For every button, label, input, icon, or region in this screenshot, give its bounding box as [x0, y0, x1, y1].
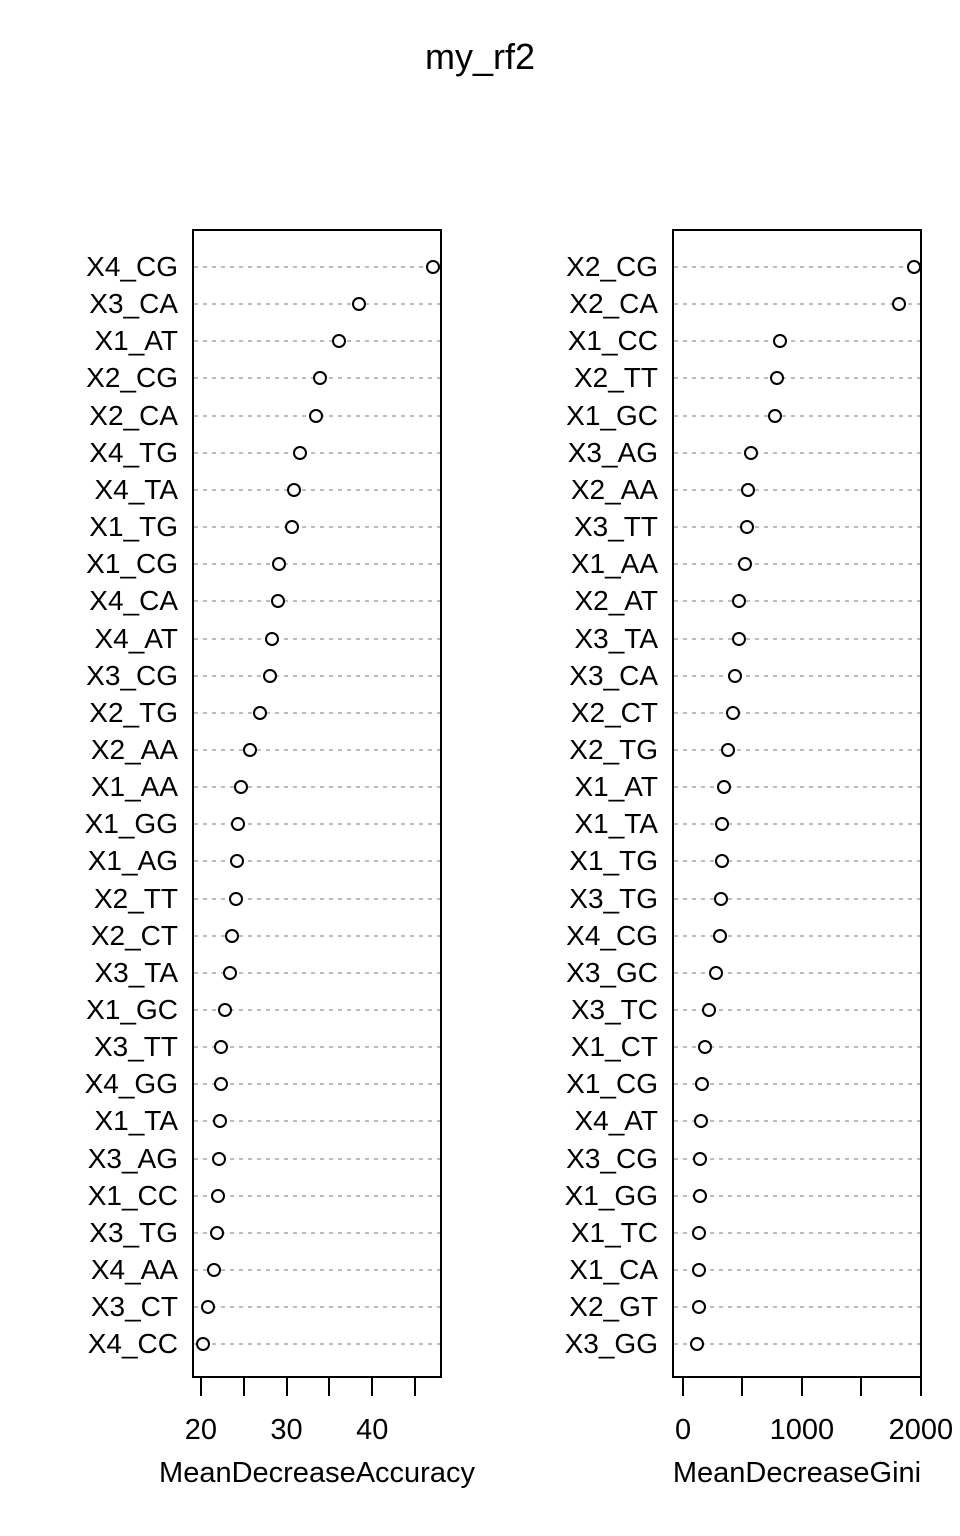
grid-line [674, 1083, 920, 1085]
data-point-circle [692, 1300, 706, 1314]
data-point-circle [709, 966, 723, 980]
grid-line [674, 1120, 920, 1122]
category-label: X2_CA [89, 399, 178, 431]
category-label: X4_TA [94, 473, 178, 505]
x-tick-label: 1000 [769, 1414, 835, 1446]
grid-line [674, 1195, 920, 1197]
data-point-circle [243, 743, 257, 757]
grid-line [194, 1343, 440, 1345]
x-axis-title: MeanDecreaseAccuracy [159, 1457, 475, 1489]
grid-line [674, 786, 920, 788]
data-point-circle [713, 929, 727, 943]
category-label: X2_CG [566, 251, 658, 282]
data-point-circle [702, 1003, 716, 1017]
data-point-circle [732, 594, 746, 608]
data-point-circle [207, 1263, 221, 1277]
data-point-circle [211, 1189, 225, 1203]
x-tick [920, 1378, 922, 1396]
x-axis-title: MeanDecreaseGini [672, 1457, 922, 1489]
data-point-circle [272, 557, 286, 571]
x-tick [860, 1378, 862, 1396]
data-point-circle [225, 929, 239, 943]
category-label: X2_TT [573, 362, 658, 394]
category-label: X3_CA [89, 288, 178, 320]
category-label: X2_CT [90, 919, 178, 951]
data-point-circle [907, 260, 921, 274]
grid-line [674, 935, 920, 937]
data-point-circle [692, 1226, 706, 1240]
category-label: X3_GC [566, 956, 658, 988]
grid-line [194, 786, 440, 788]
data-point-circle [693, 1189, 707, 1203]
x-tick-label: 20 [184, 1414, 217, 1446]
category-label: X4_AT [574, 1105, 658, 1137]
x-tick-label: 2000 [888, 1414, 954, 1446]
data-point-circle [695, 1077, 709, 1091]
data-point-circle [213, 1114, 227, 1128]
category-label: X1_AG [87, 845, 178, 877]
grid-line [674, 749, 920, 751]
category-label: X3_CT [90, 1291, 178, 1323]
x-tick [328, 1378, 330, 1396]
category-label: X3_CA [569, 659, 658, 691]
x-tick [414, 1378, 416, 1396]
grid-line [674, 823, 920, 825]
category-label: X4_AA [90, 1254, 178, 1286]
data-point-circle [196, 1337, 210, 1351]
data-point-circle [309, 409, 323, 423]
grid-line [194, 1306, 440, 1308]
data-point-circle [223, 966, 237, 980]
data-point-circle [214, 1040, 228, 1054]
data-point-circle [726, 706, 740, 720]
category-label: X1_GG [84, 808, 178, 840]
grid-line [674, 303, 920, 305]
category-label: X1_GC [86, 994, 178, 1025]
grid-line [674, 638, 920, 640]
category-label: X1_TG [569, 845, 658, 877]
panel-gini [480, 0, 960, 1536]
category-label: X1_CT [570, 1031, 658, 1063]
grid-line [194, 563, 440, 565]
data-point-circle [426, 260, 440, 274]
data-point-circle [285, 520, 299, 534]
grid-line [674, 1306, 920, 1308]
grid-line [194, 489, 440, 491]
grid-line [194, 1195, 440, 1197]
data-point-circle [738, 557, 752, 571]
category-label: X4_GG [84, 1068, 178, 1100]
data-point-circle [229, 892, 243, 906]
category-label: X3_TC [570, 994, 658, 1025]
data-point-circle [768, 409, 782, 423]
data-point-circle [715, 854, 729, 868]
category-label: X3_AG [87, 1142, 178, 1174]
category-label: X1_CG [566, 1068, 658, 1100]
grid-line [674, 526, 920, 528]
data-point-circle [732, 632, 746, 646]
category-label: X4_AT [94, 622, 178, 654]
grid-line [674, 489, 920, 491]
grid-line [194, 638, 440, 640]
category-label: X3_TG [89, 1216, 178, 1248]
grid-line [674, 1343, 920, 1345]
category-label: X1_CA [569, 1254, 658, 1286]
grid-line [674, 1269, 920, 1271]
x-tick-label: 30 [270, 1414, 303, 1446]
category-label: X2_CT [570, 696, 658, 728]
category-label: X2_TT [93, 882, 178, 914]
grid-line [194, 600, 440, 602]
grid-line [194, 749, 440, 751]
data-point-circle [744, 446, 758, 460]
data-point-circle [693, 1152, 707, 1166]
data-point-circle [230, 854, 244, 868]
category-label: X1_GG [564, 1179, 658, 1211]
data-point-circle [253, 706, 267, 720]
grid-line [674, 340, 920, 342]
data-point-circle [234, 780, 248, 794]
category-label: X2_AT [574, 585, 658, 617]
category-label: X1_AA [90, 771, 178, 803]
category-label: X4_TG [89, 436, 178, 468]
grid-line [674, 1158, 920, 1160]
data-point-circle [721, 743, 735, 757]
category-label: X3_TA [574, 622, 658, 654]
plot-title: my_rf2 [424, 36, 536, 77]
grid-line [194, 340, 440, 342]
grid-line [194, 1046, 440, 1048]
data-point-circle [265, 632, 279, 646]
data-point-circle [698, 1040, 712, 1054]
grid-line [674, 266, 920, 268]
category-label: X3_TT [93, 1031, 178, 1063]
data-point-circle [271, 594, 285, 608]
grid-line [674, 563, 920, 565]
category-label: X1_AA [570, 548, 658, 580]
category-label: X2_AA [570, 473, 658, 505]
category-label: X2_TG [89, 696, 178, 728]
category-label: X4_CA [89, 585, 178, 617]
data-point-circle [692, 1263, 706, 1277]
data-point-circle [231, 817, 245, 831]
grid-line [674, 377, 920, 379]
grid-line [194, 266, 440, 268]
data-point-circle [218, 1003, 232, 1017]
grid-line [674, 600, 920, 602]
grid-line [194, 303, 440, 305]
grid-line [674, 1232, 920, 1234]
data-point-circle [352, 297, 366, 311]
category-label: X1_TG [89, 511, 178, 543]
data-point-circle [332, 334, 346, 348]
grid-line [194, 1269, 440, 1271]
category-label: X2_TG [569, 733, 658, 765]
category-label: X3_CG [86, 659, 178, 691]
data-point-circle [741, 483, 755, 497]
x-tick-label: 40 [356, 1414, 389, 1446]
data-point-circle [740, 520, 754, 534]
category-label: X3_TG [569, 882, 658, 914]
data-point-circle [892, 297, 906, 311]
x-tick [741, 1378, 743, 1396]
category-label: X2_GT [569, 1291, 658, 1323]
x-tick [200, 1378, 202, 1396]
x-tick [371, 1378, 373, 1396]
data-point-circle [773, 334, 787, 348]
grid-line [194, 1232, 440, 1234]
grid-line [194, 1120, 440, 1122]
category-label: X4_CC [87, 1328, 178, 1360]
category-label: X1_TA [574, 808, 658, 840]
grid-line [674, 452, 920, 454]
x-tick [243, 1378, 245, 1396]
grid-line [194, 712, 440, 714]
category-label: X2_CG [86, 362, 178, 394]
x-tick-label: 0 [674, 1414, 692, 1446]
grid-line [194, 1083, 440, 1085]
data-point-circle [263, 669, 277, 683]
category-label: X3_TA [94, 956, 178, 988]
data-point-circle [212, 1152, 226, 1166]
category-label: X1_CG [86, 548, 178, 580]
category-label: X1_AT [94, 325, 178, 357]
grid-line [194, 526, 440, 528]
grid-line [194, 675, 440, 677]
x-tick [286, 1378, 288, 1396]
category-label: X1_GC [566, 399, 658, 431]
grid-line [674, 860, 920, 862]
category-label: X4_CG [86, 251, 178, 282]
data-point-circle [714, 892, 728, 906]
data-point-circle [728, 669, 742, 683]
data-point-circle [201, 1300, 215, 1314]
data-point-circle [770, 371, 784, 385]
category-label: X1_CC [87, 1179, 178, 1211]
plot-area [192, 229, 442, 1378]
plot-area [672, 229, 922, 1378]
category-label: X1_TA [94, 1105, 178, 1137]
grid-line [674, 415, 920, 417]
category-label: X3_GG [564, 1328, 658, 1360]
category-label: X1_TC [570, 1216, 658, 1248]
data-point-circle [293, 446, 307, 460]
x-tick [682, 1378, 684, 1396]
category-label: X4_CG [566, 919, 658, 951]
category-label: X2_AA [90, 733, 178, 765]
data-point-circle [715, 817, 729, 831]
data-point-circle [214, 1077, 228, 1091]
category-label: X3_CG [566, 1142, 658, 1174]
data-point-circle [694, 1114, 708, 1128]
grid-line [194, 1158, 440, 1160]
grid-line [674, 712, 920, 714]
data-point-circle [313, 371, 327, 385]
data-point-circle [690, 1337, 704, 1351]
category-label: X1_CC [567, 325, 658, 357]
x-tick [801, 1378, 803, 1396]
category-label: X1_AT [574, 771, 658, 803]
data-point-circle [210, 1226, 224, 1240]
category-label: X3_TT [573, 511, 658, 543]
grid-line [194, 452, 440, 454]
data-point-circle [717, 780, 731, 794]
data-point-circle [287, 483, 301, 497]
category-label: X2_CA [569, 288, 658, 320]
grid-line [674, 675, 920, 677]
grid-line [674, 898, 920, 900]
category-label: X3_AG [567, 436, 658, 468]
